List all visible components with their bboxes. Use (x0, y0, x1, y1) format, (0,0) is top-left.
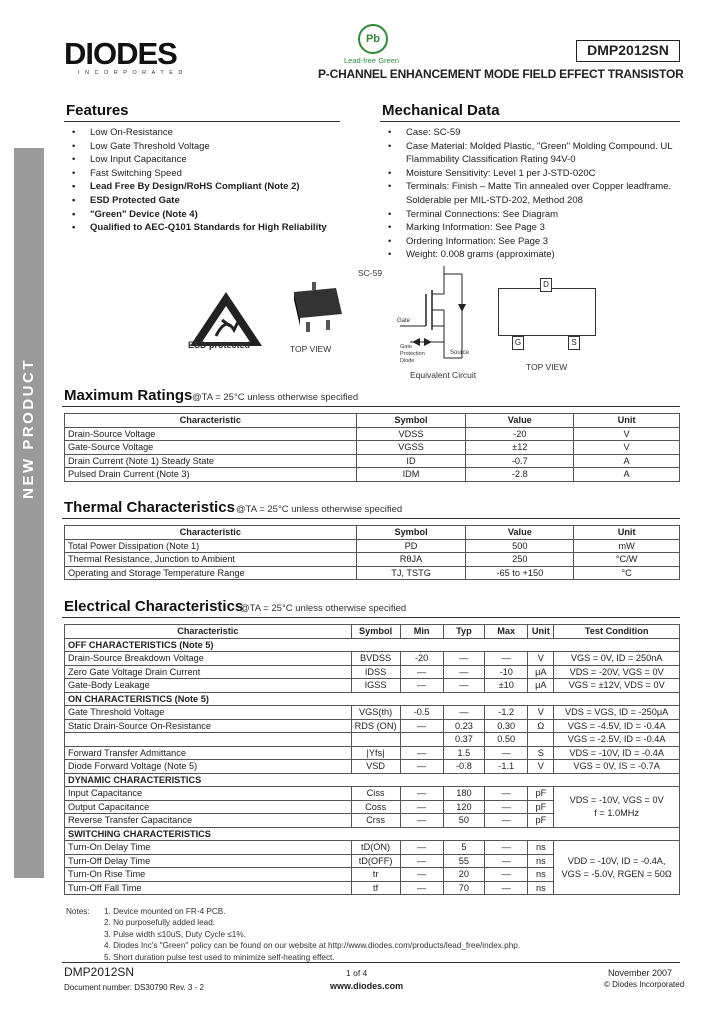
table-cell: — (400, 881, 443, 895)
table-cell: VGS = -4.5V, ID = -0.4A (554, 719, 680, 733)
gate-protection-label: Gate Protection Diode (400, 344, 425, 364)
table-cell: — (400, 800, 443, 814)
table-cell: VGS(th) (351, 706, 400, 720)
shared-test-condition (554, 787, 680, 828)
table-cell: -20 (466, 427, 574, 441)
table-row (65, 841, 680, 855)
table-cell: 250 (466, 553, 574, 567)
table-cell: ns (528, 841, 554, 855)
table-cell: 0.23 (443, 719, 484, 733)
thermal-title: Thermal Characteristics (64, 499, 235, 516)
features-list (66, 126, 356, 235)
table-cell: V (528, 652, 554, 666)
electrical-subtitle: @TA = 25°C unless otherwise specified (240, 603, 407, 614)
table-row (65, 665, 680, 679)
table-row (65, 719, 680, 733)
table-cell: — (485, 814, 528, 828)
table-cell: 0.30 (485, 719, 528, 733)
table-cell: mW (574, 539, 680, 553)
table-cell: 20 (443, 868, 484, 882)
diodes-logo: DIODES (64, 36, 177, 71)
table-cell: RθJA (356, 553, 466, 567)
table-row (65, 539, 680, 553)
diodes-logo-subtitle: INCORPORATED (78, 70, 188, 76)
note-item: 3. Pulse width ≤10uS, Duty Cycle ≤1%. (104, 929, 246, 939)
column-header: Symbol (356, 526, 466, 540)
table-cell: -20 (400, 652, 443, 666)
table-cell: Drain-Source Voltage (65, 427, 357, 441)
table-row (65, 733, 680, 747)
table-cell: — (485, 652, 528, 666)
footer-rule (62, 962, 680, 963)
mechanical-item: • Terminals: Finish – Matte Tin annealed over Copper leadframe. Solderable per MIL-STD-202, Method 208 (382, 180, 682, 207)
table-cell: -0.7 (466, 454, 574, 468)
feature-item: • Low Gate Threshold Voltage (66, 140, 356, 154)
leadfree-badge-icon: Pb (358, 24, 388, 54)
electrical-rule (62, 617, 680, 618)
table-cell: VDSS (356, 427, 466, 441)
electrical-table (64, 624, 680, 895)
table-cell: VGS = -2.5V, ID = -0.4A (554, 733, 680, 747)
table-cell: Total Power Dissipation (Note 1) (65, 539, 357, 553)
notes-list (104, 906, 684, 963)
table-cell: ±12 (466, 441, 574, 455)
table-cell: 50 (443, 814, 484, 828)
table-row (65, 468, 680, 482)
table-cell: TJ, TSTG (356, 566, 466, 580)
table-cell: VDS = -20V, VGS = 0V (554, 665, 680, 679)
table-cell: Drain-Source Breakdown Voltage (65, 652, 352, 666)
test-condition-line: VDS = -10V, VGS = 0V (569, 795, 664, 806)
table-cell: -1.1 (485, 760, 528, 774)
table-cell: 120 (443, 800, 484, 814)
mechanical-item: • Marking Information: See Page 3 (382, 221, 682, 235)
group-row (65, 692, 680, 706)
column-header: Min (400, 625, 443, 639)
table-cell: Turn-Off Delay Time (65, 854, 352, 868)
table-cell: — (400, 665, 443, 679)
table-row (65, 679, 680, 693)
table-row (65, 441, 680, 455)
feature-item: • Qualified to AEC-Q101 Standards for High Reliability (66, 221, 356, 235)
esd-label: ESD protected (188, 340, 251, 350)
mechanical-item: • Terminal Connections: See Diagram (382, 208, 682, 222)
table-cell: -10 (485, 665, 528, 679)
table-cell: VDS = -10V, ID = -0.4A (554, 746, 680, 760)
feature-item: • Low Input Capacitance (66, 153, 356, 167)
table-cell: Gate-Body Leakage (65, 679, 352, 693)
table-cell: V (574, 441, 680, 455)
table-cell: 55 (443, 854, 484, 868)
table-cell: V (574, 427, 680, 441)
table-cell: Output Capacitance (65, 800, 352, 814)
sc59-label: SC-59 (358, 268, 383, 278)
table-row (65, 566, 680, 580)
table-cell: Pulsed Drain Current (Note 3) (65, 468, 357, 482)
table-cell: ns (528, 868, 554, 882)
table-cell: Ciss (351, 787, 400, 801)
column-header: Value (466, 526, 574, 540)
table-cell: 70 (443, 881, 484, 895)
thermal-subtitle: @TA = 25°C unless otherwise specified (236, 504, 403, 515)
pin-d: D (540, 278, 552, 292)
table-cell: μA (528, 665, 554, 679)
table-cell: — (400, 746, 443, 760)
table-cell: 0.50 (485, 733, 528, 747)
table-cell: V (528, 760, 554, 774)
column-header: Typ (443, 625, 484, 639)
thermal-table (64, 525, 680, 580)
table-cell: Turn-On Rise Time (65, 868, 352, 882)
table-cell: VGSS (356, 441, 466, 455)
feature-item: • ESD Protected Gate (66, 194, 356, 208)
pin-g: G (512, 336, 524, 350)
table-cell: — (485, 800, 528, 814)
table-cell: BVDSS (351, 652, 400, 666)
table-cell: |Yfs| (351, 746, 400, 760)
table-cell: Crss (351, 814, 400, 828)
feature-item: • Lead Free By Design/RoHS Compliant (Note 2) (66, 180, 356, 194)
group-row (65, 827, 680, 841)
table-cell: 5 (443, 841, 484, 855)
thermal-rule (62, 518, 680, 519)
table-cell: Reverse Transfer Capacitance (65, 814, 352, 828)
table-cell: — (400, 679, 443, 693)
table-cell: Coss (351, 800, 400, 814)
footer-part-number: DMP2012SN (64, 965, 135, 979)
table-cell: pF (528, 814, 554, 828)
table-row (65, 454, 680, 468)
table-cell: S (528, 746, 554, 760)
table-cell: — (485, 868, 528, 882)
group-row (65, 638, 680, 652)
table-cell: — (443, 652, 484, 666)
table-cell: Turn-Off Fall Time (65, 881, 352, 895)
table-cell: °C/W (574, 553, 680, 567)
table-cell: Forward Transfer Admittance (65, 746, 352, 760)
table-cell: IDM (356, 468, 466, 482)
side-band (14, 148, 44, 878)
table-cell: pF (528, 800, 554, 814)
notes-label: Notes: (66, 907, 90, 916)
table-cell (528, 733, 554, 747)
footer-date: November 2007 (608, 968, 673, 978)
table-cell: 1.5 (443, 746, 484, 760)
table-cell: -65 to +150 (466, 566, 574, 580)
group-header: DYNAMIC CHARACTERISTICS (65, 773, 680, 787)
top-view-label-1: TOP VIEW (290, 344, 332, 354)
table-cell: Ω (528, 719, 554, 733)
mechanical-title: Mechanical Data (382, 102, 500, 119)
features-title: Features (66, 102, 129, 119)
table-cell: Gate Threshold Voltage (65, 706, 352, 720)
table-cell: 180 (443, 787, 484, 801)
table-cell: RDS (ON) (351, 719, 400, 733)
table-cell: — (485, 881, 528, 895)
table-cell: ns (528, 881, 554, 895)
table-cell: VGS = 0V, ID = 250nA (554, 652, 680, 666)
note-item: 2. No purposefully added lead. (104, 918, 216, 928)
table-row (65, 553, 680, 567)
footer-page-number: 1 of 4 (346, 968, 368, 978)
table-cell: PD (356, 539, 466, 553)
table-cell: — (485, 746, 528, 760)
table-row (65, 652, 680, 666)
table-cell: — (443, 665, 484, 679)
group-header: ON CHARACTERISTICS (Note 5) (65, 692, 680, 706)
max-ratings-subtitle: @TA = 25°C unless otherwise specified (192, 392, 359, 403)
group-row (65, 773, 680, 787)
part-description: P-CHANNEL ENHANCEMENT MODE FIELD EFFECT TRANSISTOR (318, 67, 684, 81)
table-cell: V (528, 706, 554, 720)
test-condition-line: VDD = -10V, ID = -0.4A, (567, 856, 666, 866)
note-item: 4. Diodes Inc's "Green" policy can be found on our website at http://www.diodes.com/products/lead_free/index.php. (104, 941, 521, 951)
mechanical-item: • Ordering Information: See Page 3 (382, 235, 682, 249)
feature-item: • Low On-Resistance (66, 126, 356, 140)
group-header: OFF CHARACTERISTICS (Note 5) (65, 638, 680, 652)
note-item: 5. Short duration pulse test used to minimize self-heating effect. (104, 952, 335, 962)
footer-website-link[interactable]: www.diodes.com (330, 981, 404, 991)
group-header: SWITCHING CHARACTERISTICS (65, 827, 680, 841)
table-cell: Static Drain-Source On-Resistance (65, 719, 352, 733)
table-cell: — (400, 760, 443, 774)
max-ratings-rule (62, 406, 680, 407)
note-item: 1. Device mounted on FR-4 PCB. (104, 907, 226, 916)
table-cell: IGSS (351, 679, 400, 693)
top-view-label-2: TOP VIEW (526, 362, 568, 372)
feature-item: • Fast Switching Speed (66, 167, 356, 181)
table-cell: — (485, 841, 528, 855)
test-condition-line: f = 1.0MHz (594, 807, 639, 818)
table-cell: IDSS (351, 665, 400, 679)
column-header: Max (485, 625, 528, 639)
table-cell: Operating and Storage Temperature Range (65, 566, 357, 580)
footer-copyright: © Diodes Incorporated (604, 980, 685, 989)
table-cell: — (400, 719, 443, 733)
table-cell: Turn-On Delay Time (65, 841, 352, 855)
mechanical-item: • Moisture Sensitivity: Level 1 per J-STD-020C (382, 167, 682, 181)
column-header: Test Condition (554, 625, 680, 639)
mechanical-item: • Case: SC-59 (382, 126, 682, 140)
table-cell: A (574, 454, 680, 468)
features-rule (64, 121, 340, 122)
column-header: Value (466, 414, 574, 428)
table-cell (65, 733, 352, 747)
column-header: Symbol (351, 625, 400, 639)
table-cell: — (400, 787, 443, 801)
table-cell: VDS = VGS, ID = -250μA (554, 706, 680, 720)
table-cell: — (400, 814, 443, 828)
column-header: Characteristic (65, 526, 357, 540)
table-cell: Gate-Source Voltage (65, 441, 357, 455)
table-cell: — (400, 854, 443, 868)
sc59-package-icon (280, 282, 348, 344)
pinout-body (498, 288, 596, 336)
mechanical-item: • Case Material: Molded Plastic, "Green" Molding Compound. UL Flammability Classification Rating 94V-0 (382, 140, 682, 167)
column-header: Symbol (356, 414, 466, 428)
feature-item: • "Green" Device (Note 4) (66, 208, 356, 222)
table-cell: — (400, 841, 443, 855)
table-cell: pF (528, 787, 554, 801)
table-cell: — (485, 787, 528, 801)
table-cell: Zero Gate Voltage Drain Current (65, 665, 352, 679)
footer-document-number: Document number: DS30790 Rev. 3 - 2 (64, 983, 204, 992)
table-row (65, 706, 680, 720)
table-row (65, 787, 680, 801)
table-cell: ns (528, 854, 554, 868)
table-cell: — (400, 868, 443, 882)
shared-test-condition (554, 841, 680, 895)
table-cell: 0.37 (443, 733, 484, 747)
gate-label: Gate (397, 318, 411, 324)
column-header: Characteristic (65, 625, 352, 639)
table-cell (400, 733, 443, 747)
table-cell: tD(ON) (351, 841, 400, 855)
part-number: DMP2012SN (576, 40, 680, 62)
test-condition-line: VGS = -5.0V, RGEN = 50Ω (561, 868, 672, 879)
table-row (65, 746, 680, 760)
table-cell (351, 733, 400, 747)
table-cell: tf (351, 881, 400, 895)
electrical-title: Electrical Characteristics (64, 598, 244, 615)
mechanical-item: • Weight: 0.008 grams (approximate) (382, 248, 682, 262)
leadfree-label: Lead-free Green (344, 56, 400, 65)
table-cell: tr (351, 868, 400, 882)
max-ratings-title: Maximum Ratings (64, 387, 193, 404)
table-cell: -0.5 (400, 706, 443, 720)
table-cell: Thermal Resistance, Junction to Ambient (65, 553, 357, 567)
table-cell: VGS = ±12V, VDS = 0V (554, 679, 680, 693)
table-cell: -2.8 (466, 468, 574, 482)
table-cell: A (574, 468, 680, 482)
table-cell: VSD (351, 760, 400, 774)
table-cell: — (443, 706, 484, 720)
mechanical-rule (380, 121, 680, 122)
table-cell: μA (528, 679, 554, 693)
column-header: Unit (574, 526, 680, 540)
table-cell: — (443, 679, 484, 693)
equivalent-circuit-label: Equivalent Circuit (410, 370, 477, 380)
table-cell: VGS = 0V, IS = -0.7A (554, 760, 680, 774)
pin-s: S (568, 336, 580, 350)
max-ratings-table (64, 413, 680, 482)
table-cell: Drain Current (Note 1) Steady State (65, 454, 357, 468)
table-cell: 500 (466, 539, 574, 553)
column-header: Unit (528, 625, 554, 639)
table-cell: ID (356, 454, 466, 468)
table-cell: -1.2 (485, 706, 528, 720)
table-cell: tD(OFF) (351, 854, 400, 868)
table-row (65, 760, 680, 774)
column-header: Unit (574, 414, 680, 428)
column-header: Characteristic (65, 414, 357, 428)
table-cell: Input Capacitance (65, 787, 352, 801)
source-label: Source (450, 350, 470, 356)
table-cell: °C (574, 566, 680, 580)
table-row (65, 427, 680, 441)
table-cell: ±10 (485, 679, 528, 693)
table-cell: — (485, 854, 528, 868)
table-cell: -0.8 (443, 760, 484, 774)
side-band-label: NEW PRODUCT (20, 358, 37, 499)
mechanical-list (382, 126, 682, 262)
table-cell: Diode Forward Voltage (Note 5) (65, 760, 352, 774)
